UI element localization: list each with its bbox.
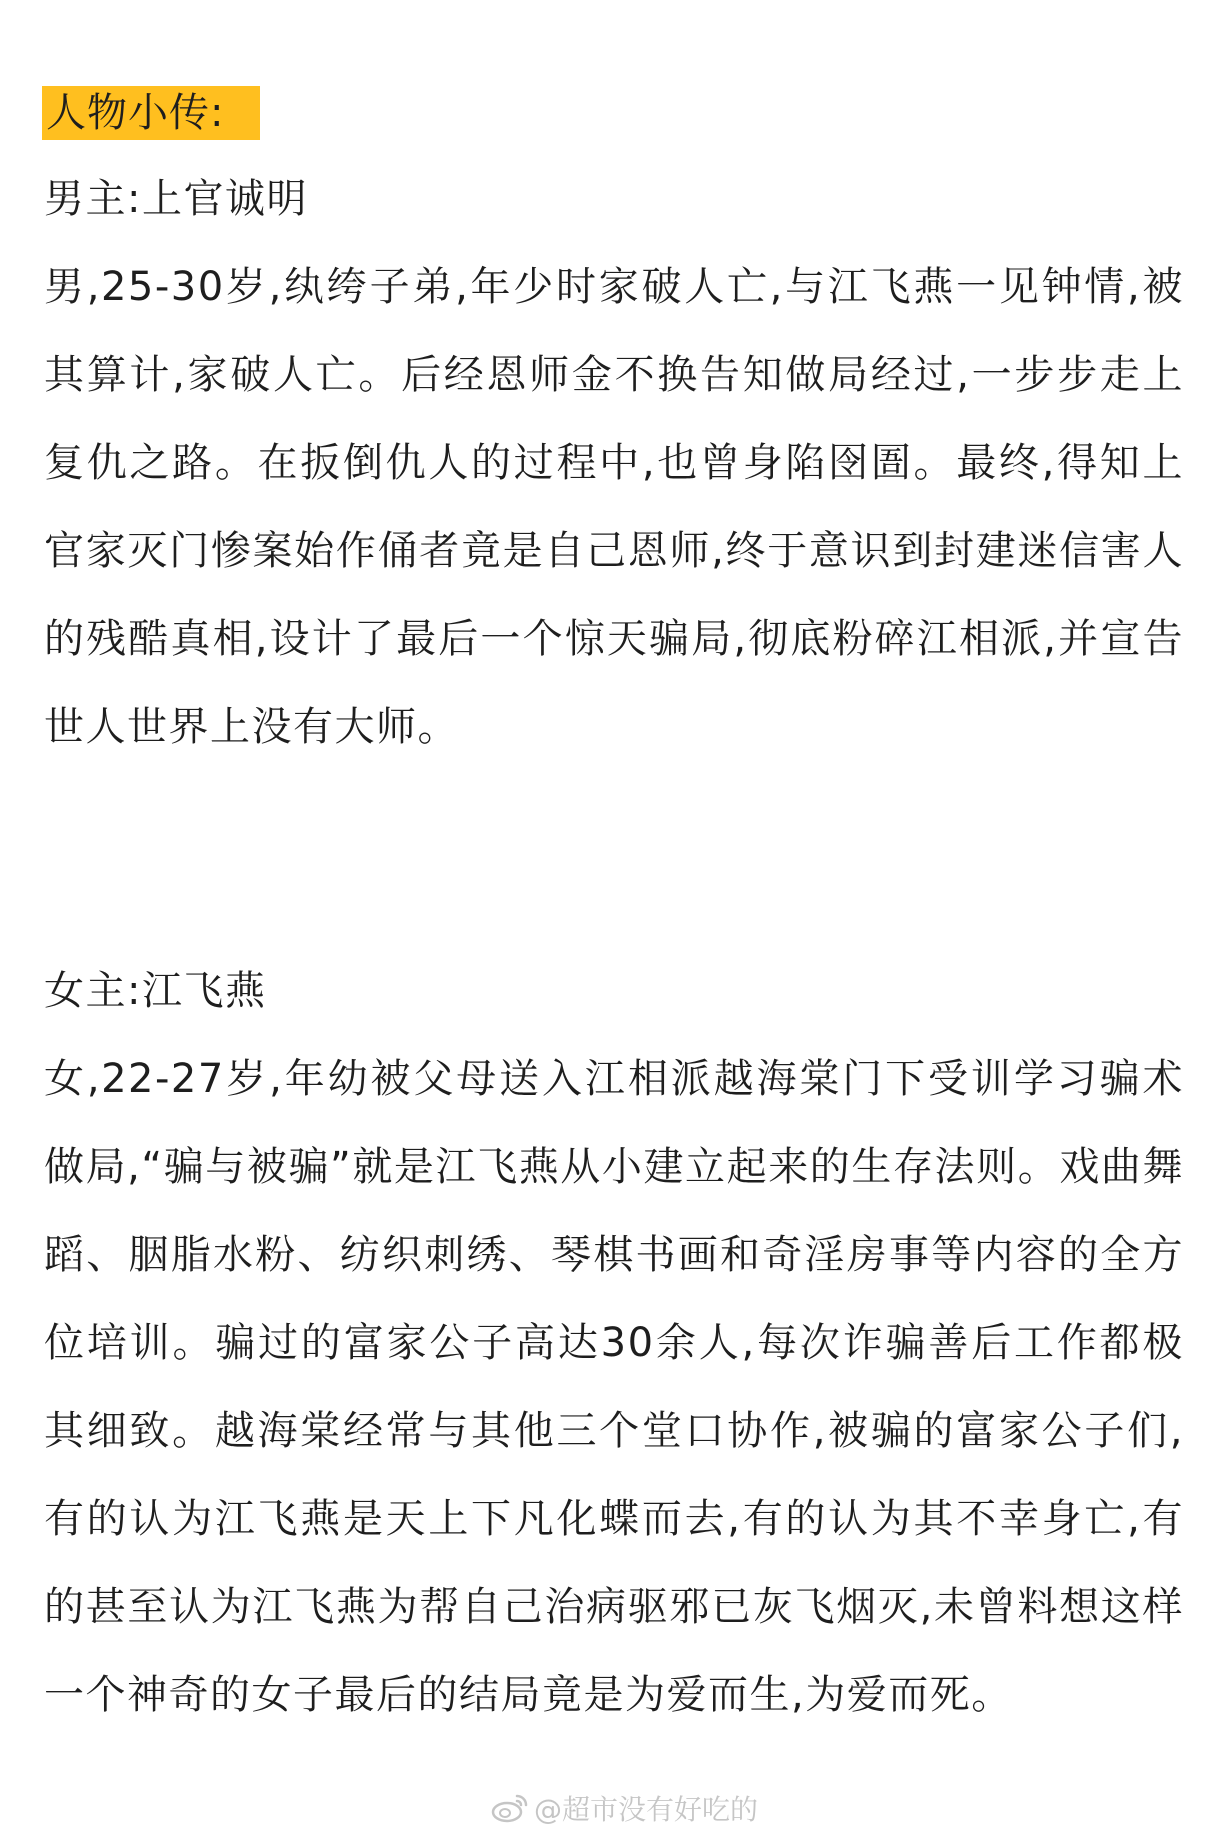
weibo-logo-icon (490, 1792, 530, 1824)
highlighted-heading: 人物小传: (42, 86, 260, 140)
female-lead-bio: 女,22-27岁,年幼被父母送入江相派越海棠门下受训学习骗术做局,“骗与被骗”就是江飞燕从小建立起来的生存法则。戏曲舞蹈、胭脂水粉、纺织刺绣、琴棋书画和奇淫房事等内容的全方位培训。骗过的富家公子高达30余人,每次诈骗善后工作都极其细致。越海棠经常与其他三个堂口协作,被骗的富家公子们,有的认为江飞燕是天上下凡化蝶而去,有的认为其不幸身亡,有的甚至认为江飞燕为帮自己治病驱邪已灰飞烟灭,未曾料想这样一个神奇的女子最后的结局竟是为爱而生,为爱而死。 (44, 1056, 1184, 1718)
female-lead-title: 女主:江飞燕 (44, 968, 267, 1014)
watermark (490, 1788, 758, 1828)
male-lead-bio: 男,25-30岁,纨绔子弟,年少时家破人亡,与江飞燕一见钟情,被其算计,家破人亡。后经恩师金不换告知做局经过,一步步走上复仇之路。在扳倒仇人的过程中,也曾身陷囹圄。最终,得知上官家灭门惨案始作俑者竟是自己恩师,终于意识到封建迷信害人的残酷真相,设计了最后一个惊天骗局,彻底粉碎江相派,并宣告世人世界上没有大师。 (44, 264, 1184, 750)
female-lead-section (44, 947, 1184, 1739)
male-lead-title: 男主:上官诚明 (44, 176, 308, 222)
watermark-text: @超市没有好吃的 (534, 1793, 759, 1826)
male-lead-section (44, 155, 1184, 771)
